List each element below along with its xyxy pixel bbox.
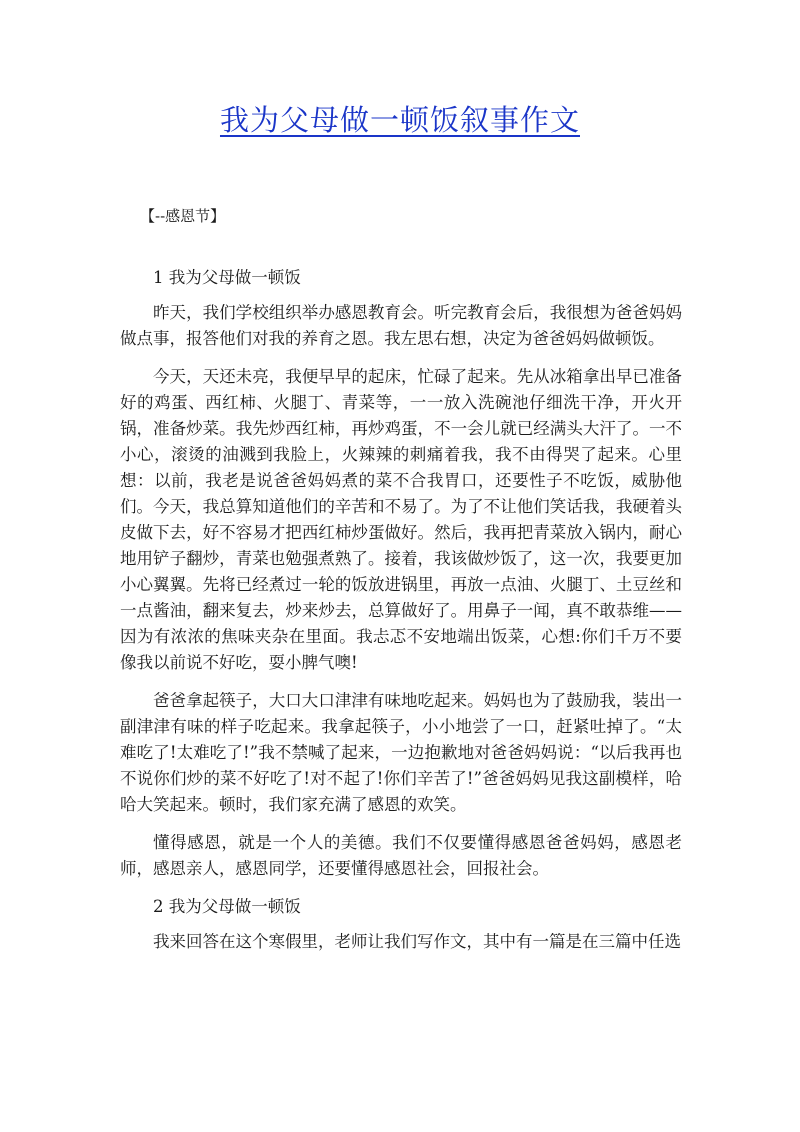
essay-2-heading: 2 我为父母做一顿饭 (153, 897, 301, 916)
paragraph: 我来回答在这个寒假里，老师让我们写作文，其中有一篇是在三篇中任选 (153, 932, 681, 951)
paragraph: 懂得感恩，就是一个人的美德。我们不仅要懂得感恩爸爸妈妈，感恩老师，感恩亲人，感恩同学，还要懂得感恩社会，回报社会。 (120, 833, 682, 878)
essay-1-heading: 1 我为父母做一顿饭 (153, 268, 301, 287)
document-title[interactable] (0, 100, 800, 140)
document-body (120, 265, 682, 967)
paragraph: 今天，天还未亮，我便早早的起床，忙碌了起来。先从冰箱拿出早已准备好的鸡蛋、西红柿、火腿丁、青菜等，一一放入洗碗池仔细洗干净，开火开锅，准备炒菜。我先炒西红柿，再炒鸡蛋，不一会儿就已经满头大汗了。一不小心，滚烫的油溅到我脸上，火辣辣的刺痛着我，我不由得哭了起来。心里想：以前，我老是说爸爸妈妈煮的菜不合我胃口，还要性子不吃饭，威胁他们。今天，我总算知道他们的辛苦和不易了。为了不让他们笑话我，我硬着头皮做下去，好不容易才把西红柿炒蛋做好。然后，我再把青菜放入锅内，耐心地用铲子翻炒，青菜也勉强煮熟了。接着，我该做炒饭了，这一次，我要更加小心翼翼。先将已经煮过一轮的饭放进锅里，再放一点油、火腿丁、土豆丝和一点酱油，翻来复去，炒来炒去，总算做好了。用鼻子一闻，真不敢恭维——因为有浓浓的焦味夹杂在里面。我忐忑不安地端出饭菜，心想:你们千万不要像我以前说不好吃，耍小脾气噢! (120, 367, 682, 672)
document-title-link[interactable]: 我为父母做一顿饭叙事作文 (219, 103, 580, 137)
category-tag: 【--感恩节】 (140, 207, 226, 225)
paragraph: 爸爸拿起筷子，大口大口津津有味地吃起来。妈妈也为了鼓励我，装出一副津津有味的样子吃起来。我拿起筷子，小小地尝了一口，赶紧吐掉了。“太难吃了!太难吃了!”我不禁喊了起来，一边抱歉地对爸爸妈妈说：“以后我再也不说你们炒的菜不好吃了!对不起了!你们辛苦了!”爸爸妈妈见我这副模样，哈哈大笑起来。顿时，我们家充满了感恩的欢笑。 (120, 691, 682, 814)
paragraph: 昨天，我们学校组织举办感恩教育会。听完教育会后，我很想为爸爸妈妈做点事，报答他们对我的养育之恩。我左思右想，决定为爸爸妈妈做顿饭。 (120, 303, 682, 348)
